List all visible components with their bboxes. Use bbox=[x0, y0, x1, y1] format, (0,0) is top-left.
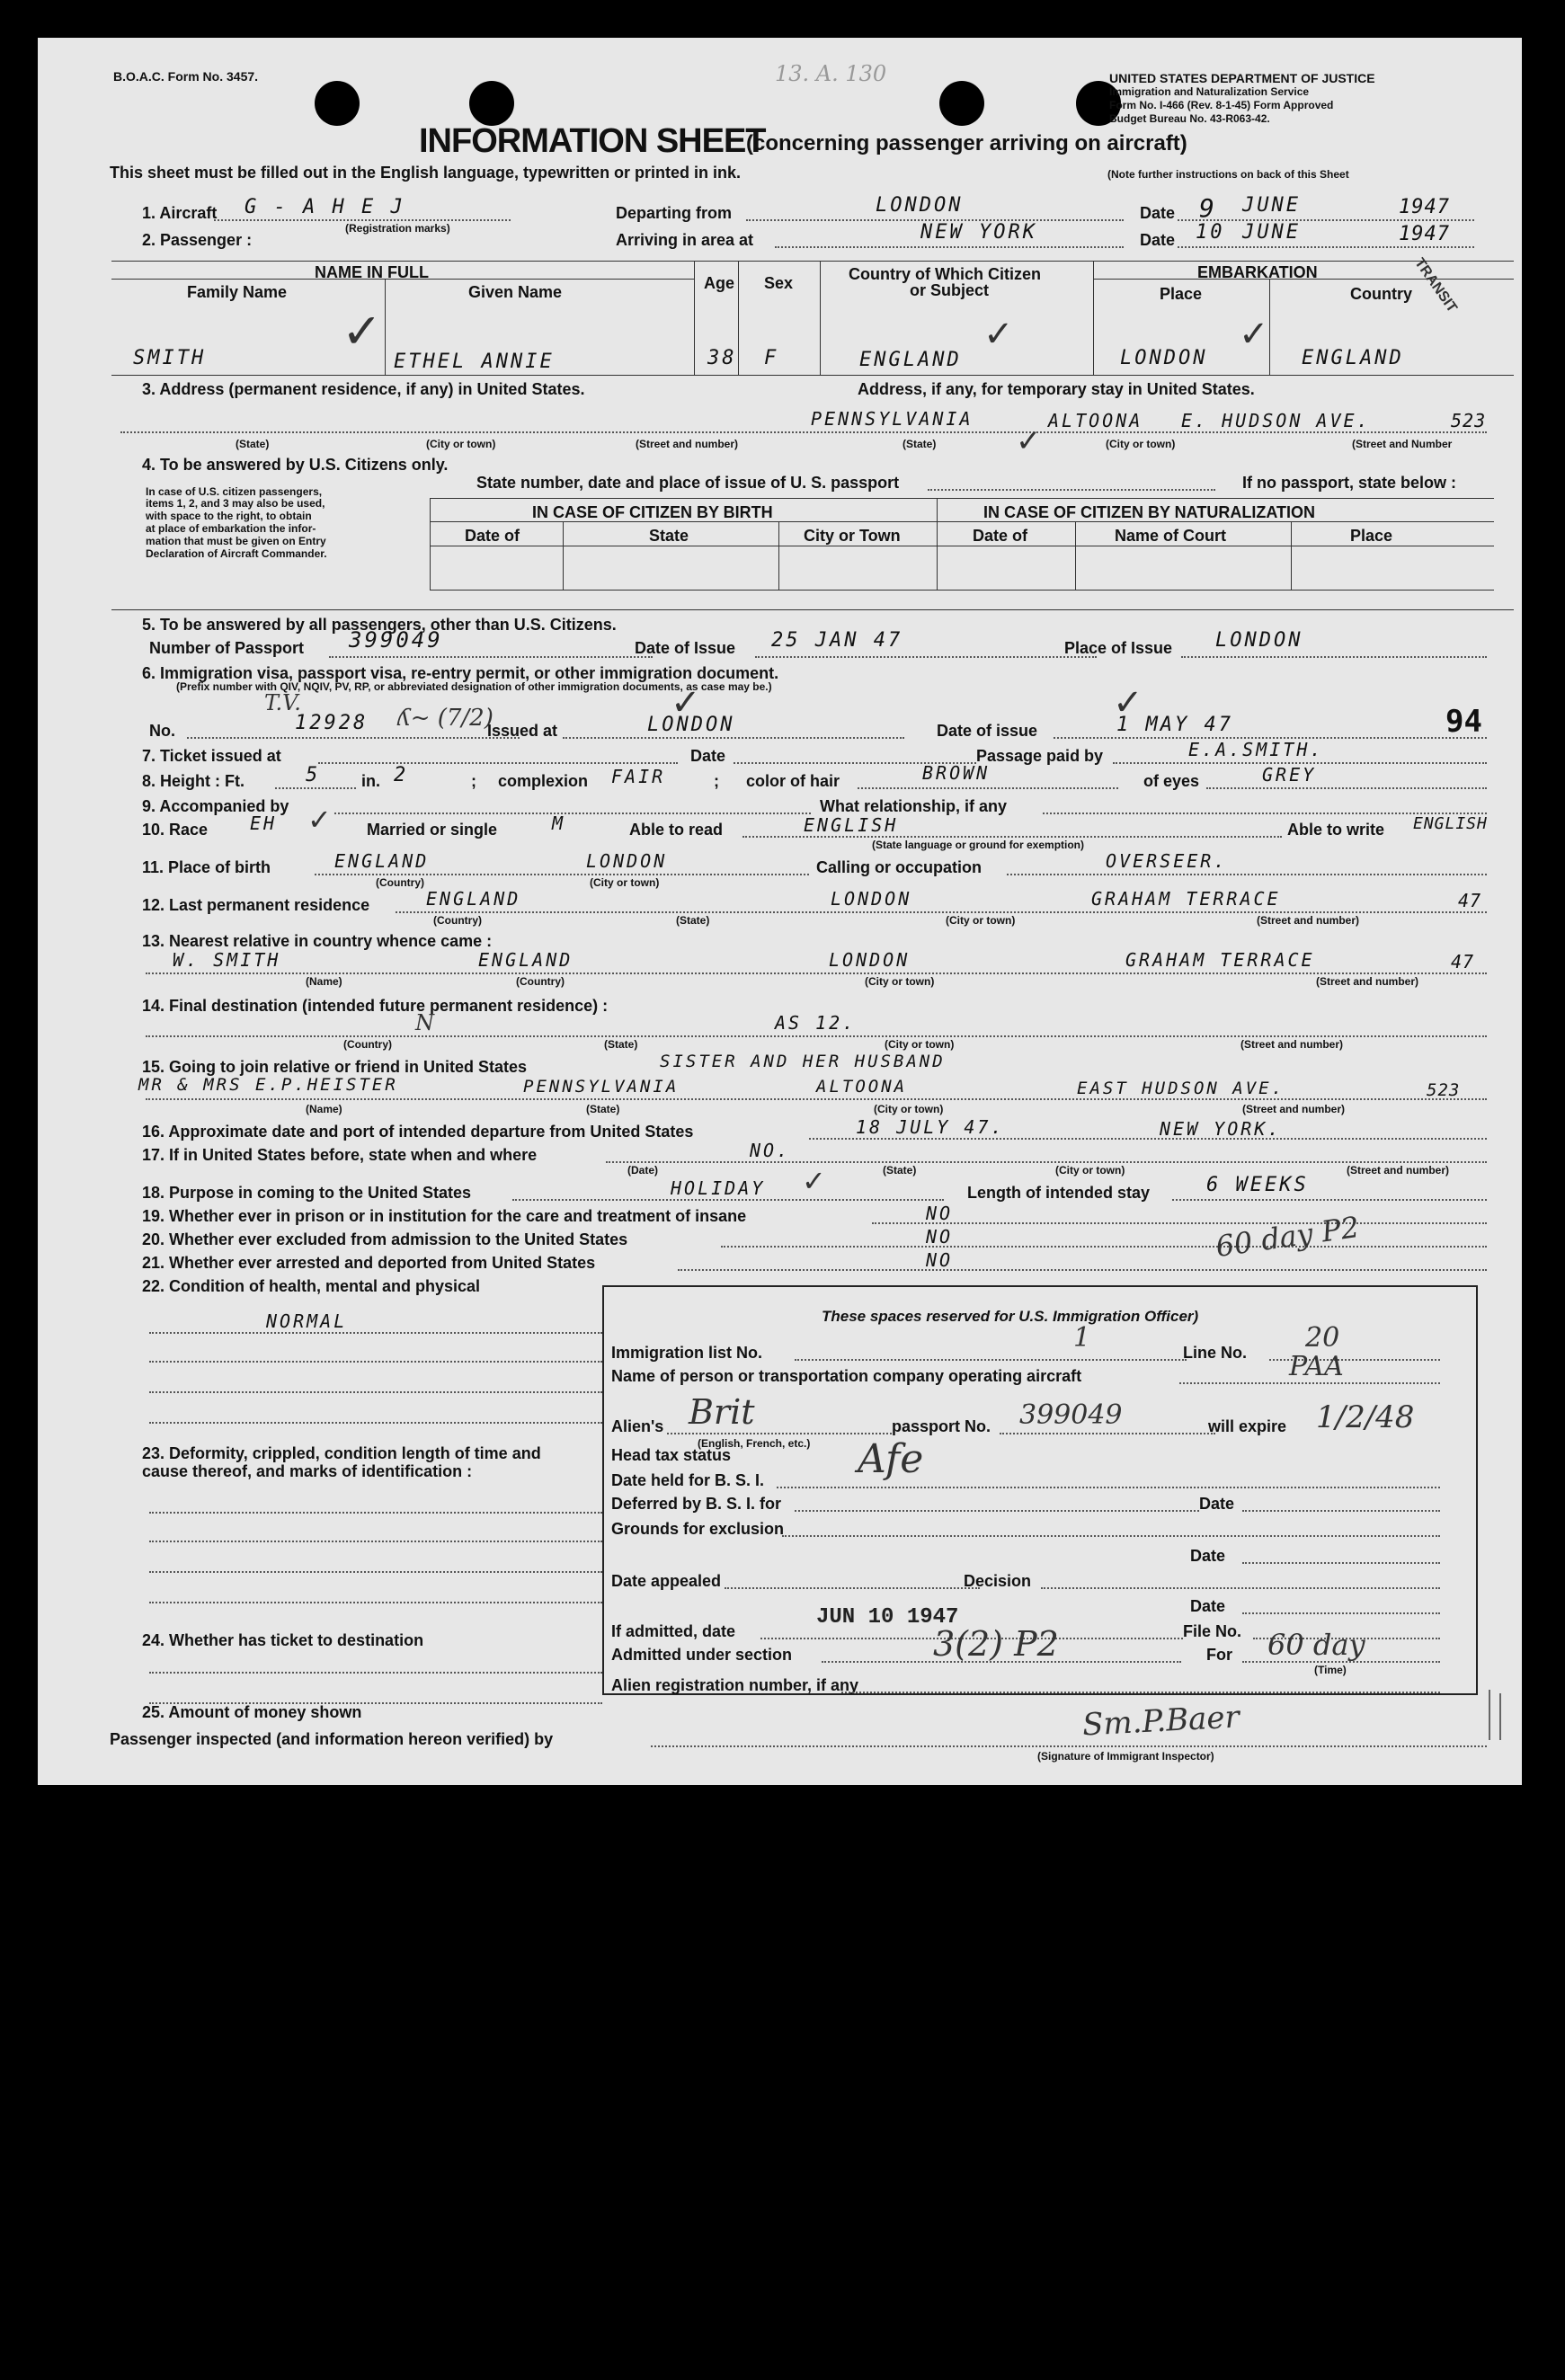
alien-passport-label: passport No. bbox=[892, 1417, 991, 1435]
purpose-label: 18. Purpose in coming to the United States bbox=[142, 1184, 472, 1202]
joining-city: ALTOONA bbox=[816, 1077, 908, 1097]
height-inches: 2 bbox=[394, 764, 409, 786]
relative-street: GRAHAM TERRACE bbox=[1125, 949, 1315, 971]
page-subtitle: (concerning passenger arriving on aircraft) bbox=[746, 131, 1187, 155]
birth-label: 11. Place of birth bbox=[142, 858, 271, 876]
inspector-signature: Sm.P.Baer bbox=[1081, 1699, 1240, 1744]
ticket-destination-label: 24. Whether has ticket to destination bbox=[142, 1631, 424, 1649]
age-value: 38 bbox=[707, 347, 737, 369]
joining-street: EAST HUDSON AVE. bbox=[1077, 1079, 1285, 1098]
for-value: 60 day bbox=[1267, 1628, 1365, 1662]
transit-stamp: TRANSIT bbox=[1411, 255, 1460, 315]
relative-city: LONDON bbox=[829, 949, 911, 971]
arriving-value: NEW YORK bbox=[920, 221, 1037, 244]
caption-state: (State) bbox=[586, 1103, 620, 1115]
held-label: Date held for B. S. I. bbox=[611, 1471, 765, 1489]
depart-month: JUNE bbox=[1242, 194, 1301, 217]
address-city: ALTOONA bbox=[1048, 410, 1143, 431]
occupation-label: Calling or occupation bbox=[816, 858, 983, 876]
height-feet: 5 bbox=[306, 764, 321, 786]
visa-date-label: Date of issue bbox=[937, 722, 1038, 740]
last-country: ENGLAND bbox=[426, 888, 521, 910]
final-destination-value: AS 12. bbox=[775, 1012, 857, 1034]
operator-value: PAA bbox=[1289, 1351, 1344, 1382]
caption-name: (Name) bbox=[306, 975, 342, 988]
caption-date: (Date) bbox=[627, 1164, 659, 1177]
check-mark: ✓ bbox=[307, 803, 332, 837]
place-header: Place bbox=[1160, 285, 1203, 303]
caption-city: (City or town) bbox=[590, 876, 660, 889]
passport-number-label: Number of Passport bbox=[149, 639, 305, 657]
joining-name: MR & MRS E.P.HEISTER bbox=[138, 1075, 398, 1095]
check-mark: ✓ bbox=[983, 314, 1014, 355]
date-of-header: Date of bbox=[465, 527, 520, 545]
family-name-header: Family Name bbox=[187, 283, 288, 301]
grounds-label: Grounds for exclusion bbox=[611, 1520, 785, 1538]
last-street: GRAHAM TERRACE bbox=[1091, 888, 1281, 910]
relative-number: 47 bbox=[1451, 951, 1475, 972]
page-title: INFORMATION SHEET bbox=[419, 122, 766, 160]
date-of-header: Date of bbox=[973, 527, 1028, 545]
country-header: Country bbox=[1350, 285, 1412, 303]
operator-label: Name of person or transportation company operating aircraft bbox=[611, 1367, 1082, 1385]
instruction-text: This sheet must be filled out in the English language, typewritten or printed in ink. bbox=[110, 164, 742, 182]
departing-label: Departing from bbox=[616, 204, 733, 222]
appealed-label: Date appealed bbox=[611, 1572, 722, 1590]
decision-date-label: Date bbox=[1190, 1597, 1226, 1615]
eyes-label: of eyes bbox=[1143, 772, 1200, 790]
birth-city: LONDON bbox=[586, 850, 668, 872]
ticket-date-label: Date bbox=[690, 747, 726, 765]
alien-passport-number: 399049 bbox=[1019, 1399, 1123, 1431]
caption-state: (State) bbox=[903, 438, 937, 450]
admitted-label: If admitted, date bbox=[611, 1622, 736, 1640]
deformity-label-2: cause thereof, and marks of identification : bbox=[142, 1462, 473, 1480]
caption-street: (Street and number) bbox=[636, 438, 739, 450]
alien-nationality: Brit bbox=[689, 1392, 755, 1432]
embark-place-value: LONDON bbox=[1120, 347, 1208, 369]
visa-date: 1 MAY 47 bbox=[1116, 714, 1233, 736]
place-header: Place bbox=[1350, 527, 1393, 545]
for-label: For bbox=[1206, 1646, 1232, 1664]
caption-state: (State) bbox=[676, 914, 710, 927]
expire-label: will expire bbox=[1208, 1417, 1287, 1435]
list-value: 1 bbox=[1073, 1322, 1091, 1354]
sex-value: F bbox=[764, 347, 779, 369]
visa-annotation-number: 94 bbox=[1445, 704, 1482, 740]
semicolon: ; bbox=[471, 772, 476, 790]
caption-state: (State) bbox=[236, 438, 270, 450]
visa-number: 12928 bbox=[295, 712, 369, 734]
caption-city: (City or town) bbox=[426, 438, 496, 450]
before-value: NO. bbox=[750, 1140, 791, 1161]
citizen-by-birth-header: IN CASE OF CITIZEN BY BIRTH bbox=[532, 503, 773, 521]
caption-state: (State) bbox=[604, 1038, 638, 1051]
caption-country: (Country) bbox=[376, 876, 424, 889]
semicolon: ; bbox=[714, 772, 719, 790]
final-destination-label: 14. Final destination (intended future permanent residence) : bbox=[142, 997, 609, 1015]
arrive-day: 10 bbox=[1196, 221, 1225, 244]
accompanied-label: 9. Accompanied by bbox=[142, 797, 289, 815]
depart-date-label: Date bbox=[1140, 204, 1176, 222]
passport-section-label: 5. To be answered by all passengers, other than U.S. Citizens. bbox=[142, 616, 617, 634]
citizens-note-3: with space to the right, to obtain bbox=[146, 510, 312, 522]
joining-label: 15. Going to join relative or friend in United States bbox=[142, 1058, 528, 1076]
headtax-label: Head tax status bbox=[611, 1446, 732, 1464]
check-mark: ✓ bbox=[1016, 423, 1042, 459]
caption-city: (City or town) bbox=[885, 1038, 955, 1051]
city-header: City or Town bbox=[804, 527, 901, 545]
complexion-value: FAIR bbox=[611, 766, 666, 787]
arrive-date-label: Date bbox=[1140, 231, 1176, 249]
visa-note: (Prefix number with QIV, NQIV, PV, RP, or abbreviated designation of other immigration documents, as case may be.) bbox=[176, 680, 772, 693]
deported-label: 21. Whether ever arrested and deported from United States bbox=[142, 1254, 596, 1272]
headtax-value: Afe bbox=[858, 1436, 924, 1482]
visa-label: 6. Immigration visa, passport visa, re-entry permit, or other immigration document. bbox=[142, 664, 779, 682]
visa-no-label: No. bbox=[149, 722, 175, 740]
joining-number: 523 bbox=[1427, 1080, 1461, 1100]
expire-value: 1/2/48 bbox=[1316, 1399, 1415, 1435]
relative-country: ENGLAND bbox=[478, 949, 574, 971]
form-number: B.O.A.C. Form No. 3457. bbox=[113, 69, 259, 84]
stay-annotation: 60 day P2 bbox=[1214, 1210, 1362, 1264]
embarkation-header: EMBARKATION bbox=[1197, 263, 1318, 281]
passport-issue-place: LONDON bbox=[1215, 629, 1303, 652]
passport-number: 399049 bbox=[349, 627, 443, 653]
purpose-value: HOLIDAY bbox=[671, 1177, 766, 1199]
country-header-2: or Subject bbox=[910, 281, 990, 299]
agency-name: UNITED STATES DEPARTMENT OF JUSTICE bbox=[1109, 71, 1375, 85]
birth-country: ENGLAND bbox=[334, 850, 430, 872]
hair-label: color of hair bbox=[746, 772, 840, 790]
before-label: 17. If in United States before, state when and where bbox=[142, 1146, 538, 1164]
caption-country: (Country) bbox=[433, 914, 482, 927]
race-value: EH bbox=[250, 813, 278, 834]
address-label: 3. Address (permanent residence, if any) in United States. bbox=[142, 380, 585, 398]
punch-hole bbox=[469, 81, 514, 126]
given-name-header: Given Name bbox=[468, 283, 563, 301]
address-state: PENNSYLVANIA bbox=[811, 408, 974, 430]
caption-street: (Street and number) bbox=[1257, 914, 1360, 927]
check-mark: ✓ bbox=[1113, 682, 1143, 724]
section-label: Admitted under section bbox=[611, 1646, 793, 1664]
decision-label: Decision bbox=[964, 1572, 1032, 1590]
deported-value: NO bbox=[926, 1249, 954, 1271]
temp-address-label: Address, if any, for temporary stay in United States. bbox=[858, 380, 1255, 398]
alien-label: Alien's bbox=[611, 1417, 664, 1435]
alien-registration-label: Alien registration number, if any bbox=[611, 1676, 859, 1694]
embark-country-value: ENGLAND bbox=[1302, 347, 1404, 369]
line-value: 20 bbox=[1305, 1322, 1340, 1354]
money-label: 25. Amount of money shown bbox=[142, 1703, 362, 1721]
address-number: 523 bbox=[1451, 410, 1487, 431]
family-name-value: SMITH bbox=[133, 347, 207, 369]
caption-city: (City or town) bbox=[1106, 438, 1176, 450]
citizen-by-naturalization-header: IN CASE OF CITIZEN BY NATURALIZATION bbox=[983, 503, 1315, 521]
language-caption: (State language or ground for exemption) bbox=[872, 839, 1085, 851]
caption-state: (State) bbox=[883, 1164, 917, 1177]
grounds-date-label: Date bbox=[1190, 1547, 1226, 1565]
list-label: Immigration list No. bbox=[611, 1344, 763, 1362]
eyes-value: GREY bbox=[1262, 764, 1317, 786]
citizens-note-1: In case of U.S. citizen passengers, bbox=[146, 485, 323, 498]
sex-header: Sex bbox=[764, 274, 794, 292]
hair-value: BROWN bbox=[922, 762, 991, 784]
relative-label: 13. Nearest relative in country whence came : bbox=[142, 932, 493, 950]
departure-date: 18 JULY 47. bbox=[856, 1116, 1005, 1138]
caption-country: (Country) bbox=[516, 975, 565, 988]
married-label: Married or single bbox=[367, 821, 498, 839]
punch-hole bbox=[315, 81, 360, 126]
country-header-1: Country of Which Citizen bbox=[849, 265, 1041, 283]
visa-prefix: T.V. bbox=[264, 690, 301, 715]
departure-port: NEW YORK. bbox=[1160, 1118, 1282, 1140]
deformity-label-1: 23. Deformity, crippled, condition length of time and bbox=[142, 1444, 541, 1462]
deferred-date-label: Date bbox=[1199, 1495, 1235, 1513]
agency-division: Immigration and Naturalization Service bbox=[1109, 85, 1310, 98]
information-sheet bbox=[38, 38, 1522, 1785]
given-name-value: ETHEL ANNIE bbox=[394, 351, 555, 373]
joining-state: PENNSYLVANIA bbox=[523, 1077, 680, 1097]
caption-street: (Street and number) bbox=[1242, 1103, 1346, 1115]
depart-day: 9 bbox=[1199, 193, 1217, 223]
caption-country: (Country) bbox=[343, 1038, 392, 1051]
visa-issued-at: LONDON bbox=[647, 714, 735, 736]
state-header: State bbox=[649, 527, 689, 545]
excluded-label: 20. Whether ever excluded from admission to the United States bbox=[142, 1230, 628, 1248]
joining-value: SISTER AND HER HUSBAND bbox=[660, 1052, 946, 1071]
relationship-label: What relationship, if any bbox=[820, 797, 1008, 815]
citizens-note-6: Declaration of Aircraft Commander. bbox=[146, 547, 327, 560]
officer-section-title: These spaces reserved for U.S. Immigration Officer) bbox=[822, 1308, 1199, 1325]
visa-issued-label: Issued at bbox=[487, 722, 558, 740]
time-caption: (Time) bbox=[1314, 1664, 1347, 1676]
depart-year: 1947 bbox=[1399, 196, 1450, 218]
issue-date-label: Date of Issue bbox=[635, 639, 736, 657]
read-label: Able to read bbox=[629, 821, 724, 839]
last-city: LONDON bbox=[831, 888, 912, 910]
relative-name: W. SMITH bbox=[173, 949, 281, 971]
check-mark: ✓ bbox=[671, 682, 701, 724]
address-street: E. HUDSON AVE. bbox=[1181, 410, 1371, 431]
passenger-label: 2. Passenger : bbox=[142, 231, 253, 249]
occupation-value: OVERSEER. bbox=[1106, 850, 1228, 872]
citizen-country-value: ENGLAND bbox=[859, 349, 962, 371]
name-in-full-header: NAME IN FULL bbox=[315, 263, 429, 281]
last-number: 47 bbox=[1458, 890, 1482, 911]
check-mark: ✓ bbox=[802, 1164, 826, 1198]
caption-street: (Street and number) bbox=[1316, 975, 1419, 988]
arrive-month: JUNE bbox=[1242, 221, 1301, 244]
caption-city: (City or town) bbox=[865, 975, 935, 988]
height-in-label: in. bbox=[361, 772, 380, 790]
caption-street: (Street and number) bbox=[1240, 1038, 1344, 1051]
caption-city: (City or town) bbox=[946, 914, 1016, 927]
form-revision: Form No. I-466 (Rev. 8-1-45) Form Approved bbox=[1109, 99, 1334, 111]
race-label: 10. Race bbox=[142, 821, 209, 839]
excluded-value: NO bbox=[926, 1226, 954, 1248]
pencil-reference: 13. A. 130 bbox=[775, 61, 887, 86]
health-label: 22. Condition of health, mental and physical bbox=[142, 1277, 481, 1295]
read-value: ENGLISH bbox=[804, 814, 899, 836]
caption-name: (Name) bbox=[306, 1103, 342, 1115]
instruction-note: (Note further instructions on back of this Sheet bbox=[1107, 168, 1349, 181]
ticket-label: 7. Ticket issued at bbox=[142, 747, 281, 765]
deferred-label: Deferred by B. S. I. for bbox=[611, 1495, 782, 1513]
citizens-note-4: at place of embarkation the infor- bbox=[146, 522, 316, 535]
stay-label: Length of intended stay bbox=[967, 1184, 1151, 1202]
health-value: NORMAL bbox=[266, 1310, 348, 1332]
passport-issue-date: 25 JAN 47 bbox=[771, 629, 903, 652]
final-annotation: N bbox=[415, 1010, 434, 1035]
check-mark: ✓ bbox=[342, 303, 383, 360]
citizens-note-5: mation that must be given on Entry bbox=[146, 535, 326, 547]
punch-hole bbox=[939, 81, 984, 126]
citizens-label: 4. To be answered by U.S. Citizens only. bbox=[142, 456, 449, 474]
issue-place-label: Place of Issue bbox=[1064, 639, 1173, 657]
alien-caption: (English, French, etc.) bbox=[698, 1437, 811, 1450]
aircraft-registration: G - A H E J bbox=[245, 196, 405, 218]
married-value: M bbox=[552, 813, 566, 834]
caption-street: (Street and Number bbox=[1352, 438, 1453, 450]
visa-annotation: ʎ~ (7/2) bbox=[397, 705, 494, 732]
line-label: Line No. bbox=[1183, 1344, 1247, 1362]
court-header: Name of Court bbox=[1115, 527, 1227, 545]
citizens-note-2: items 1, 2, and 3 may also be used, bbox=[146, 497, 325, 510]
admitted-date-stamp: JUN 10 1947 bbox=[816, 1605, 959, 1630]
signature-caption: (Signature of Immigrant Inspector) bbox=[1037, 1750, 1214, 1763]
write-label: Able to write bbox=[1287, 821, 1385, 839]
prison-value: NO bbox=[926, 1203, 954, 1224]
caption-city: (City or town) bbox=[1055, 1164, 1125, 1177]
file-label: File No. bbox=[1183, 1622, 1242, 1640]
registration-caption: (Registration marks) bbox=[345, 222, 450, 235]
departure-label: 16. Approximate date and port of intended departure from United States bbox=[142, 1123, 694, 1141]
section-value: 3(2) P2 bbox=[933, 1624, 1059, 1664]
departing-value: LONDON bbox=[876, 194, 964, 217]
age-header: Age bbox=[704, 274, 735, 292]
last-residence-label: 12. Last permanent residence bbox=[142, 896, 370, 914]
aircraft-label: 1. Aircraft bbox=[142, 204, 218, 222]
write-value: ENGLISH bbox=[1413, 814, 1488, 833]
paid-by-label: Passage paid by bbox=[976, 747, 1104, 765]
paid-by-value: E.A.SMITH. bbox=[1188, 739, 1324, 760]
caption-street: (Street and number) bbox=[1347, 1164, 1450, 1177]
us-passport-label: State number, date and place of issue of U. S. passport bbox=[476, 474, 900, 492]
arriving-label: Arriving in area at bbox=[616, 231, 754, 249]
budget-bureau: Budget Bureau No. 43-R063-42. bbox=[1109, 112, 1270, 125]
check-mark: ✓ bbox=[1239, 314, 1269, 355]
inspected-label: Passenger inspected (and information hereon verified) by bbox=[110, 1730, 554, 1748]
complexion-label: complexion bbox=[498, 772, 589, 790]
no-passport-label: If no passport, state below : bbox=[1242, 474, 1457, 492]
caption-city: (City or town) bbox=[874, 1103, 944, 1115]
arrive-year: 1947 bbox=[1399, 223, 1450, 245]
stay-value: 6 WEEKS bbox=[1206, 1174, 1309, 1196]
prison-label: 19. Whether ever in prison or in institution for the care and treatment of insane bbox=[142, 1207, 747, 1225]
height-label: 8. Height : Ft. bbox=[142, 772, 245, 790]
